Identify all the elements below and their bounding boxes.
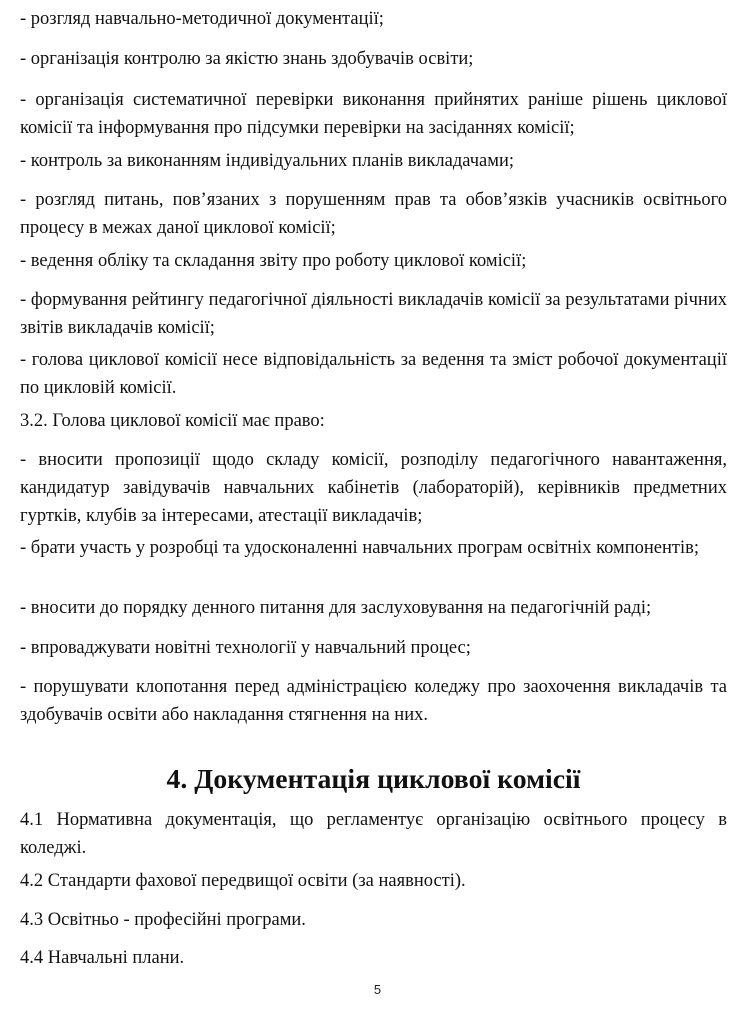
paragraph-item: - ведення обліку та складання звіту про роботу циклової комісії;	[20, 251, 527, 271]
section-item: 4.1 Нормативна документація, що регламентує організацію освітнього процесу в коледжі.	[20, 810, 727, 858]
paragraph-item: - формування рейтингу педагогічної діяльності викладачів комісії за результатами річних звітів викладачів комісії;	[20, 290, 727, 338]
paragraph-item: - вносити пропозиції щодо складу комісії, розподілу педагогічного навантаження, кандидатур завідувачів навчальних кабінетів (лабораторій), керівників предметних гуртків, клубів за інтересами, атестації викладачів;	[20, 450, 727, 526]
section-heading: 4. Документація циклової комісії	[166, 764, 581, 795]
paragraph-item: - розгляд навчально-методичної документації;	[20, 9, 384, 29]
paragraph-item: - порушувати клопотання перед адміністрацією коледжу про заохочення викладачів та здобувачів освіти або накладання стягнення на них.	[20, 677, 727, 725]
paragraph-item: - голова циклової комісії несе відповідальність за ведення та зміст робочої документації по цикловій комісії.	[20, 350, 727, 398]
paragraph-item: - брати участь у розробці та удосконаленні навчальних програм освітніх компонентів;	[20, 538, 699, 558]
paragraph-item: - контроль за виконанням індивідуальних планів викладачами;	[20, 151, 514, 171]
paragraph-item: - розгляд питань, пов’язаних з порушенням прав та обов’язків учасників освітнього процесу в межах даної циклової комісії;	[20, 190, 727, 238]
subsection-title: 3.2. Голова циклової комісії має право:	[20, 411, 325, 431]
section-item: 4.2 Стандарти фахової передвищої освіти (за наявності).	[20, 871, 466, 891]
section-item: 4.4 Навчальні плани.	[20, 948, 185, 968]
paragraph-item: - впроваджувати новітні технології у навчальний процес;	[20, 638, 471, 658]
paragraph-item: - організація систематичної перевірки виконання прийнятих раніше рішень циклової комісії та інформування про підсумки перевірки на засіданнях комісії;	[20, 90, 727, 138]
paragraph-item: - організація контролю за якістю знань здобувачів освіти;	[20, 49, 474, 69]
paragraph-item: - вносити до порядку денного питання для заслуховування на педагогічній раді;	[20, 598, 652, 618]
page-number: 5	[373, 982, 382, 997]
section-item: 4.3 Освітньо - професійні програми.	[20, 910, 306, 930]
